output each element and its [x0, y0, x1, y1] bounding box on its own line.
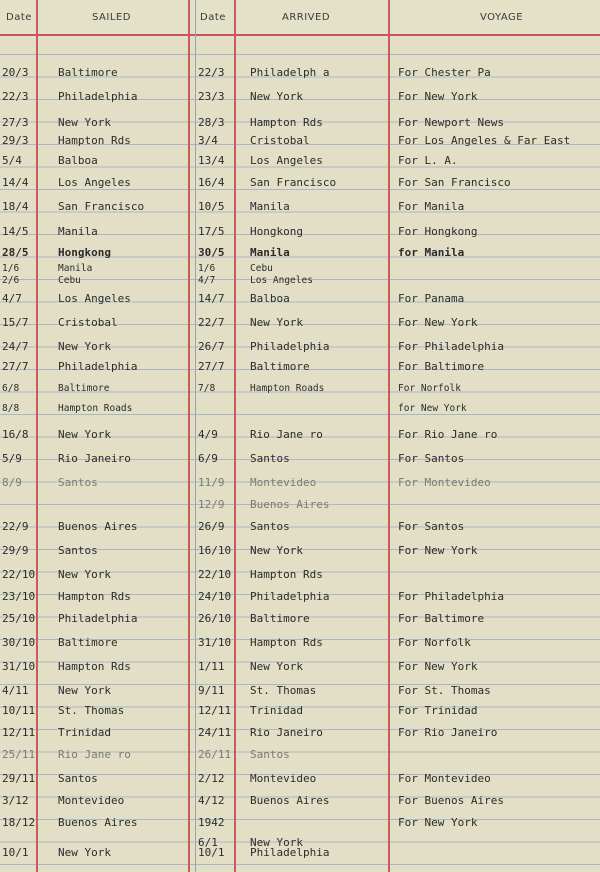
sailed-date: 22/10: [2, 568, 36, 581]
voyage: For Norfolk: [398, 383, 461, 394]
arrived-date: 16/4: [198, 176, 225, 189]
sailed-date: 10/11: [2, 704, 36, 717]
sailed-date: 15/7: [2, 316, 29, 329]
sailed-port: Hampton Roads: [58, 403, 133, 414]
voyage: For Manila: [398, 200, 465, 213]
arrived-port: Montevideo: [250, 476, 317, 489]
sailed-date: 29/11: [2, 772, 36, 785]
arrived-port: Cristobal: [250, 134, 310, 147]
voyage: For San Francisco: [398, 176, 511, 189]
voyage: For Rio Janeiro: [398, 726, 498, 739]
table-row: [0, 66, 600, 86]
sailed-port: Hongkong: [58, 246, 111, 259]
sailed-port: Los Angeles: [58, 292, 131, 305]
table-row: [0, 476, 600, 496]
arrived-date: 26/7: [198, 340, 225, 353]
sailed-port: New York: [58, 568, 111, 581]
voyage: For Baltimore: [398, 360, 485, 373]
arrived-date: 26/11: [198, 748, 232, 761]
arrived-port: Baltimore: [250, 612, 310, 625]
arrived-port: Philadelphia: [250, 340, 330, 353]
sailed-port: Manila: [58, 225, 98, 238]
arrived-port: Santos: [250, 452, 290, 465]
sailed-date: 31/10: [2, 660, 36, 673]
voyage: For St. Thomas: [398, 684, 491, 697]
sailed-date: 8/9: [2, 476, 22, 489]
table-row: [0, 846, 600, 866]
voyage: For Montevideo: [398, 476, 491, 489]
header-sailed-date: Date: [6, 12, 32, 23]
arrived-port: Montevideo: [250, 772, 317, 785]
sailed-date: 4/11: [2, 684, 29, 697]
table-row: [0, 340, 600, 360]
sailed-date: 14/5: [2, 225, 29, 238]
arrived-date: 31/10: [198, 636, 232, 649]
voyage: For Trinidad: [398, 704, 478, 717]
header-arrived-date: Date: [200, 12, 226, 23]
table-row: [0, 772, 600, 792]
table-row: [0, 90, 600, 110]
sailed-port: New York: [58, 846, 111, 859]
arrived-date: 4/12: [198, 794, 225, 807]
table-row: [0, 134, 600, 154]
arrived-date: 6/9: [198, 452, 218, 465]
arrived-date: 16/10: [198, 544, 232, 557]
table-row: [0, 544, 600, 564]
table-row: [0, 520, 600, 540]
voyage: For Montevideo: [398, 772, 491, 785]
arrived-date: 4/7: [198, 275, 216, 286]
arrived-port: Hampton Roads: [250, 383, 325, 394]
arrived-port: Manila: [250, 200, 290, 213]
arrived-port: Trinidad: [250, 704, 303, 717]
sailed-date: 16/8: [2, 428, 29, 441]
sailed-port: Philadelphia: [58, 90, 138, 103]
sailed-port: Rio Jane ro: [58, 748, 131, 761]
arrived-date: 24/11: [198, 726, 232, 739]
sailed-date: 20/3: [2, 66, 29, 79]
sailed-port: Santos: [58, 544, 98, 557]
voyage: For Santos: [398, 452, 465, 465]
table-row: [0, 154, 600, 174]
arrived-port: Hongkong: [250, 225, 303, 238]
arrived-date: 13/4: [198, 154, 225, 167]
sailed-port: New York: [58, 340, 111, 353]
arrived-date: 10/1: [198, 846, 225, 859]
sailed-date: 22/9: [2, 520, 29, 533]
sailed-port: Cebu: [58, 275, 81, 286]
sailed-port: San Francisco: [58, 200, 145, 213]
arrived-date: 30/5: [198, 246, 225, 259]
sailed-date: 5/4: [2, 154, 22, 167]
table-row: [0, 316, 600, 336]
table-row: [0, 748, 600, 768]
sailed-port: Hampton Rds: [58, 590, 131, 603]
arrived-port: Los Angeles: [250, 275, 313, 286]
sailed-date: 12/11: [2, 726, 36, 739]
table-row: [0, 402, 600, 422]
voyage: For New York: [398, 316, 478, 329]
arrived-port: New York: [250, 660, 303, 673]
sailed-port: Baltimore: [58, 636, 118, 649]
sailed-port: Balboa: [58, 154, 98, 167]
arrived-date: 23/3: [198, 90, 225, 103]
sailed-date: 2/6: [2, 275, 20, 286]
voyage: for New York: [398, 403, 467, 414]
sailed-port: New York: [58, 684, 111, 697]
arrived-date: 22/7: [198, 316, 225, 329]
sailed-port: Rio Janeiro: [58, 452, 131, 465]
sailed-date: 6/8: [2, 383, 20, 394]
sailed-port: Santos: [58, 772, 98, 785]
table-row: [0, 726, 600, 746]
arrived-port: Philadelph a: [250, 66, 330, 79]
table-row: [0, 612, 600, 632]
sailed-date: 28/5: [2, 246, 29, 259]
table-row: [0, 498, 600, 518]
sailed-port: Philadelphia: [58, 360, 138, 373]
sailed-date: 27/7: [2, 360, 29, 373]
arrived-date: 22/10: [198, 568, 232, 581]
arrived-date: 26/9: [198, 520, 225, 533]
arrived-port: Los Angeles: [250, 154, 323, 167]
arrived-date: 26/10: [198, 612, 232, 625]
arrived-port: New York: [250, 90, 303, 103]
arrived-port: New York: [250, 836, 303, 849]
sailed-date: 25/10: [2, 612, 36, 625]
voyage: For Baltimore: [398, 612, 485, 625]
sailed-port: Baltimore: [58, 66, 118, 79]
table-row: [0, 660, 600, 680]
header-arrived: ARRIVED: [282, 12, 331, 23]
voyage: For New York: [398, 660, 478, 673]
arrived-port: New York: [250, 316, 303, 329]
voyage: For Philadelphia: [398, 590, 504, 603]
arrived-port: St. Thomas: [250, 684, 317, 697]
table-row: [0, 636, 600, 656]
sailed-date: 27/3: [2, 116, 29, 129]
voyage: For Newport News: [398, 116, 504, 129]
sailed-date: 23/10: [2, 590, 36, 603]
sailed-date: 18/4: [2, 200, 29, 213]
voyage: For New York: [398, 816, 478, 829]
voyage: for Manila: [398, 246, 465, 259]
arrived-date: 12/11: [198, 704, 232, 717]
arrived-date: 1/11: [198, 660, 225, 673]
sailed-port: Santos: [58, 476, 98, 489]
sailed-date: 8/8: [2, 403, 20, 414]
voyage: For Santos: [398, 520, 465, 533]
voyage: For New York: [398, 90, 478, 103]
sailed-port: Hampton Rds: [58, 660, 131, 673]
sailed-date: 29/3: [2, 134, 29, 147]
arrived-port: Philadelphia: [250, 846, 330, 859]
table-row: [0, 704, 600, 724]
table-row: [0, 428, 600, 448]
sailed-port: Hampton Rds: [58, 134, 131, 147]
sailed-port: Los Angeles: [58, 176, 131, 189]
arrived-date: 28/3: [198, 116, 225, 129]
sailed-date: 24/7: [2, 340, 29, 353]
sailed-date: 5/9: [2, 452, 22, 465]
arrived-date: 9/11: [198, 684, 225, 697]
arrived-date: 12/9: [198, 498, 225, 511]
sailed-date: 3/12: [2, 794, 29, 807]
arrived-date: 14/7: [198, 292, 225, 305]
voyage: For Hongkong: [398, 225, 478, 238]
arrived-date: 6/1: [198, 836, 218, 849]
sailed-date: 10/1: [2, 846, 29, 859]
voyage: For Panama: [398, 292, 465, 305]
sailed-port: Manila: [58, 263, 93, 274]
table-row: [0, 568, 600, 588]
arrived-date: 3/4: [198, 134, 218, 147]
sailed-port: Buenos Aires: [58, 520, 138, 533]
sailed-port: Baltimore: [58, 383, 110, 394]
sailed-date: 30/10: [2, 636, 36, 649]
table-row: [0, 292, 600, 312]
arrived-date: 7/8: [198, 383, 216, 394]
arrived-date: 4/9: [198, 428, 218, 441]
arrived-port: Philadelphia: [250, 590, 330, 603]
table-row: [0, 816, 600, 836]
sailed-port: St. Thomas: [58, 704, 125, 717]
arrived-port: Hampton Rds: [250, 116, 323, 129]
sailed-date: 1/6: [2, 263, 20, 274]
column-header-bar: [0, 0, 600, 36]
voyage: For Rio Jane ro: [398, 428, 498, 441]
arrived-port: Santos: [250, 748, 290, 761]
sailed-port: Cristobal: [58, 316, 118, 329]
arrived-port: Santos: [250, 520, 290, 533]
table-row: [0, 590, 600, 610]
sailed-date: 22/3: [2, 90, 29, 103]
sailed-date: 18/12: [2, 816, 36, 829]
arrived-port: Hampton Rds: [250, 636, 323, 649]
arrived-port: San Francisco: [250, 176, 337, 189]
voyage: For Philadelphia: [398, 340, 504, 353]
arrived-date: 11/9: [198, 476, 225, 489]
sailed-port: Philadelphia: [58, 612, 138, 625]
table-row: [0, 360, 600, 380]
arrived-date: 17/5: [198, 225, 225, 238]
table-row: [0, 225, 600, 245]
table-row: [0, 452, 600, 472]
arrived-port: Balboa: [250, 292, 290, 305]
arrived-port: Cebu: [250, 263, 273, 274]
arrived-date: 2/12: [198, 772, 225, 785]
table-row: [0, 176, 600, 196]
table-row: [0, 274, 600, 294]
arrived-port: Baltimore: [250, 360, 310, 373]
arrived-port: Buenos Aires: [250, 498, 330, 511]
voyage: For L. A.: [398, 154, 458, 167]
sailed-date: 25/11: [2, 748, 36, 761]
arrived-port: Hampton Rds: [250, 568, 323, 581]
arrived-port: New York: [250, 544, 303, 557]
sailed-date: 14/4: [2, 176, 29, 189]
arrived-port: Rio Jane ro: [250, 428, 323, 441]
sailed-port: Trinidad: [58, 726, 111, 739]
arrived-date: 1942: [198, 816, 225, 829]
voyage: For Los Angeles & Far East: [398, 134, 571, 147]
voyage: For New York: [398, 544, 478, 557]
sailed-port: New York: [58, 116, 111, 129]
voyage: For Chester Pa: [398, 66, 491, 79]
voyage: For Buenos Aires: [398, 794, 504, 807]
arrived-date: 27/7: [198, 360, 225, 373]
header-voyage: VOYAGE: [480, 12, 524, 23]
header-sailed: SAILED: [92, 12, 131, 23]
table-row: [0, 794, 600, 814]
sailed-date: 4/7: [2, 292, 22, 305]
arrived-date: 10/5: [198, 200, 225, 213]
arrived-port: Manila: [250, 246, 290, 259]
sailed-port: Buenos Aires: [58, 816, 138, 829]
arrived-port: Rio Janeiro: [250, 726, 323, 739]
table-row: [0, 116, 600, 136]
arrived-date: 24/10: [198, 590, 232, 603]
sailed-port: Montevideo: [58, 794, 125, 807]
sailed-date: 29/9: [2, 544, 29, 557]
arrived-port: Buenos Aires: [250, 794, 330, 807]
arrived-date: 22/3: [198, 66, 225, 79]
voyage: For Norfolk: [398, 636, 471, 649]
table-row: [0, 382, 600, 402]
table-row: [0, 200, 600, 220]
sailed-port: New York: [58, 428, 111, 441]
table-row: [0, 684, 600, 704]
arrived-date: 1/6: [198, 263, 216, 274]
